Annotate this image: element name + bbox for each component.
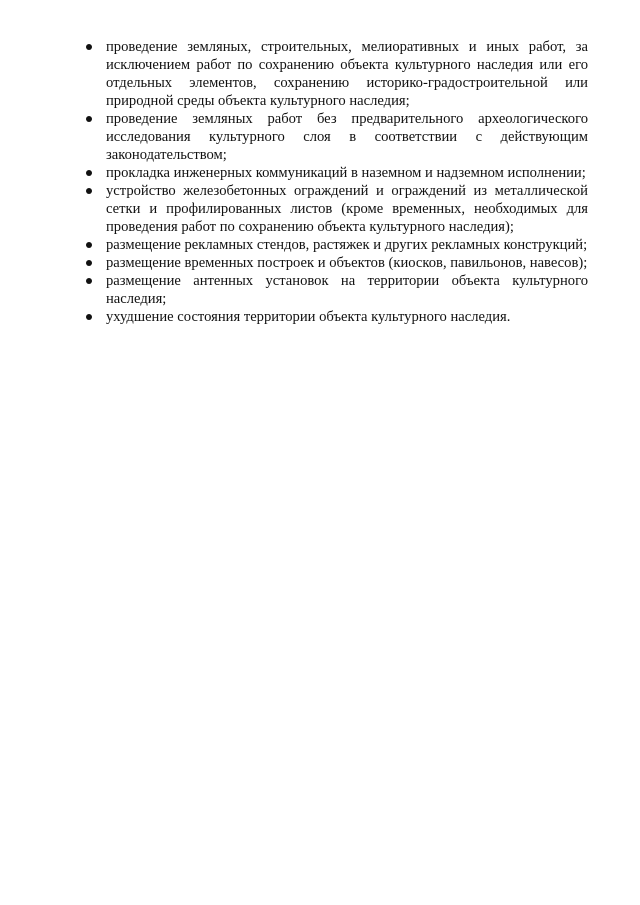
bullet-icon xyxy=(86,188,92,194)
list-item-text: размещение рекламных стендов, растяжек и других рекламных конструкций; xyxy=(106,237,588,253)
bullet-icon xyxy=(86,260,92,266)
restrictions-list xyxy=(86,38,588,326)
list-item-text: проведение земляных работ без предварительного археологического исследования культурного слоя в соответствии с действующим законодательством; xyxy=(106,111,588,163)
list-item xyxy=(86,182,588,236)
bullet-icon xyxy=(86,44,92,50)
list-item xyxy=(86,38,588,110)
list-item-text: прокладка инженерных коммуникаций в наземном и надземном исполнении; xyxy=(106,165,586,181)
bullet-icon xyxy=(86,278,92,284)
list-item-text: размещение временных построек и объектов (киосков, павильонов, навесов); xyxy=(106,255,588,271)
list-item-text: ухудшение состояния территории объекта культурного наследия. xyxy=(106,309,511,325)
list-item-text: проведение земляных, строительных, мелиоративных и иных работ, за исключением работ по сохранению объекта культурного наследия или его отдельных элементов, сохранению историко-градостроительной или природной среды объекта культурного наследия; xyxy=(106,39,588,109)
bullet-icon xyxy=(86,242,92,248)
bullet-icon xyxy=(86,116,92,122)
list-item-text: устройство железобетонных ограждений и ограждений из металлической сетки и профилированных листов (кроме временных, необходимых для проведения работ по сохранению объекта культурного наследия); xyxy=(106,183,588,235)
list-item-text: размещение антенных установок на территории объекта культурного наследия; xyxy=(106,273,588,307)
bullet-icon xyxy=(86,314,92,320)
list-item xyxy=(86,308,588,326)
list-item xyxy=(86,164,588,182)
list-item xyxy=(86,110,588,164)
list-item xyxy=(86,254,588,272)
bullet-icon xyxy=(86,170,92,176)
list-item xyxy=(86,236,588,254)
list-item xyxy=(86,272,588,308)
